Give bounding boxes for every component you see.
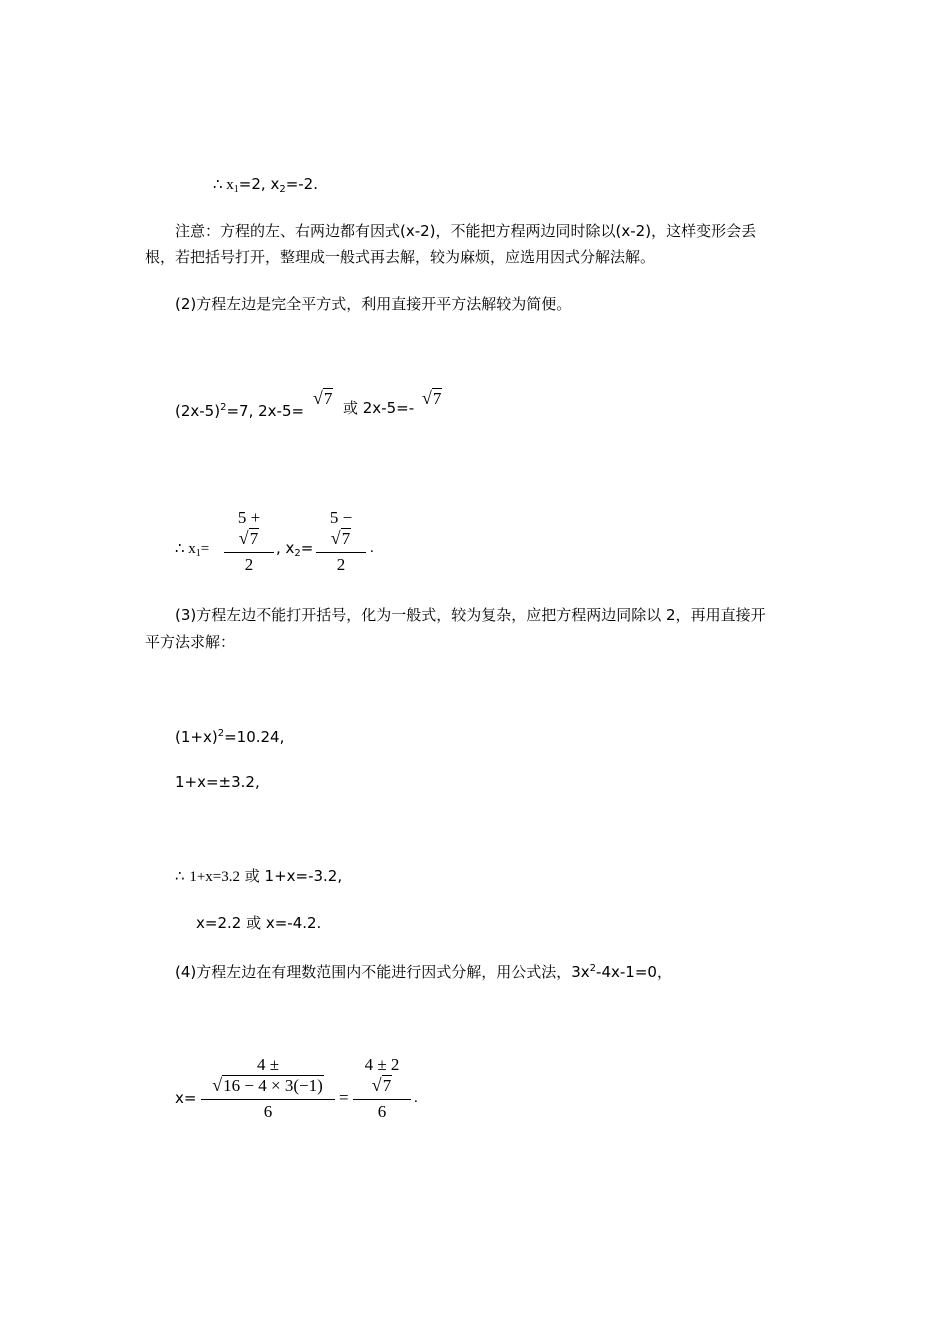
simplified-fraction: $\frac{4 \pm 2√7}{6}$ xyxy=(353,1055,411,1122)
part-3-intro-line-1: (3)方程左边不能打开括号，化为一般式，较为复杂，应把方程两边同除以 2，再用直接开 xyxy=(175,606,766,624)
note-paragraph-line-2: 根，若把括号打开，整理成一般式再去解，较为麻烦，应选用因式分解法解。 xyxy=(145,248,656,266)
quadratic-formula-fraction: $\frac{4 \pm √16 - 4 \times 3(-1)}{6}$ xyxy=(201,1055,335,1122)
fraction-x2: $\frac{5 - √7}{2}$ xyxy=(316,508,366,575)
part-2-equation: $(2x-5)^2=7$, 2x-5= xyxy=(175,402,305,420)
therefore-x1: ∴ x xyxy=(213,177,234,193)
part-2-result: ∴ $x_1=$ xyxy=(175,541,210,559)
part-4-intro: (4)方程左边在有理数范围内不能进行因式分解，用公式法，$3x^2-4x-1=0$， xyxy=(175,963,672,981)
sqrt-7-image-2: √7 xyxy=(422,388,442,408)
result-line-1: ∴ $x_1=2$, $x_2=-2$. xyxy=(213,175,318,195)
part-3-intro-line-2: 平方法求解： xyxy=(145,633,236,651)
fraction-x1: $\frac{5 + √7}{2}$ xyxy=(224,508,274,575)
part-2-result-x2: , $x_2=$ xyxy=(276,539,314,559)
note-paragraph-line-1: 注意：方程的左、右两边都有因式(x-2)，不能把方程两边同时除以(x-2)，这样变形会丢 xyxy=(175,222,757,240)
part-2-result-period: . xyxy=(370,540,374,556)
part-2-equation-or: 或 2x-5=- xyxy=(343,399,415,417)
part-4-x-equals: x= xyxy=(175,1089,197,1107)
part-4-equals: = xyxy=(339,1088,349,1107)
part-3-result: x=2.2 或 x=-4.2. xyxy=(196,914,322,932)
part-3-cases: ∴ 1+x=3.2 或 1+x=-3.2, xyxy=(175,867,343,885)
part-2-intro: (2)方程左边是完全平方式，利用直接开平方法解较为简便。 xyxy=(175,295,572,313)
part-3-root-step: 1+x=±3.2, xyxy=(175,773,260,791)
sqrt-7-image-1: √7 xyxy=(313,388,333,408)
part-4-period: . xyxy=(414,1090,418,1106)
part-3-equation: $(1+x)^2=10.24$, xyxy=(175,728,285,746)
